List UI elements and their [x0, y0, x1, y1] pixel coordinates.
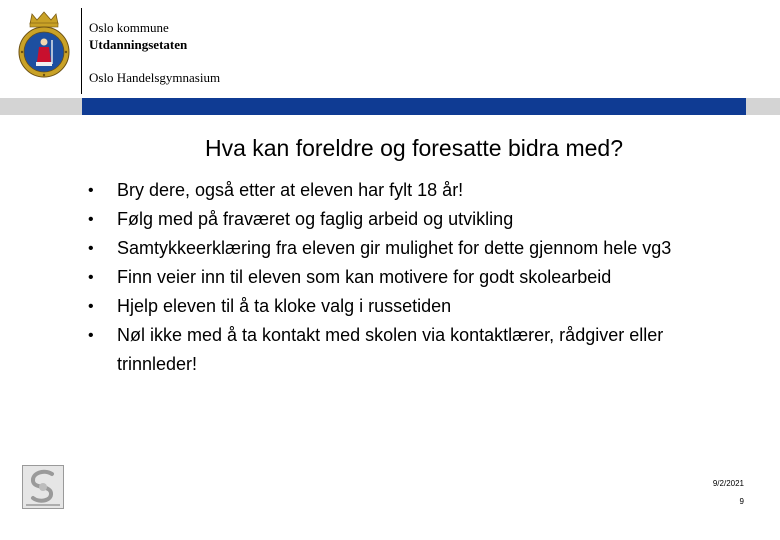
slide-date: 9/2/2021 — [712, 479, 744, 488]
department-name: Utdanningsetaten — [89, 37, 188, 52]
bullet-text: Finn veier inn til eleven som kan motivere for godt skolearbeid — [117, 267, 612, 287]
bullet-list — [82, 176, 742, 379]
school-name: Oslo Handelsgymnasium — [89, 70, 221, 85]
list-item — [82, 205, 742, 234]
oslo-kommune-emblem-icon — [22, 465, 64, 509]
list-item — [82, 234, 742, 263]
bullet-icon: • — [88, 327, 94, 344]
bullet-icon: • — [88, 240, 94, 257]
bullet-text: Følg med på fraværet og faglig arbeid og utvikling — [117, 209, 514, 229]
bullet-text: Bry dere, også etter at eleven har fylt 18 år! — [117, 180, 464, 200]
header-band-blue — [82, 98, 746, 115]
list-item — [82, 263, 742, 292]
slide-title: Hva kan foreldre og foresatte bidra med? — [204, 135, 624, 161]
bullet-text: Nøl ikke med å ta kontakt med skolen via kontaktlærer, rådgiver eller trinnleder! — [117, 325, 664, 374]
org-name: Oslo kommune — [89, 20, 169, 35]
bullet-icon: • — [88, 269, 94, 286]
list-item — [82, 292, 742, 321]
list-item — [82, 321, 742, 379]
bullet-icon: • — [88, 211, 94, 228]
bullet-text: Hjelp eleven til å ta kloke valg i russetiden — [117, 296, 452, 316]
list-item — [82, 176, 742, 205]
page-number: 9 — [739, 497, 744, 506]
bullet-icon: • — [88, 298, 94, 315]
header-divider — [81, 8, 82, 94]
oslo-kommune-seal-icon — [14, 10, 74, 80]
bullet-icon: • — [88, 182, 94, 199]
bullet-text: Samtykkeerklæring fra eleven gir mulighet for dette gjennom hele vg3 — [117, 238, 672, 258]
